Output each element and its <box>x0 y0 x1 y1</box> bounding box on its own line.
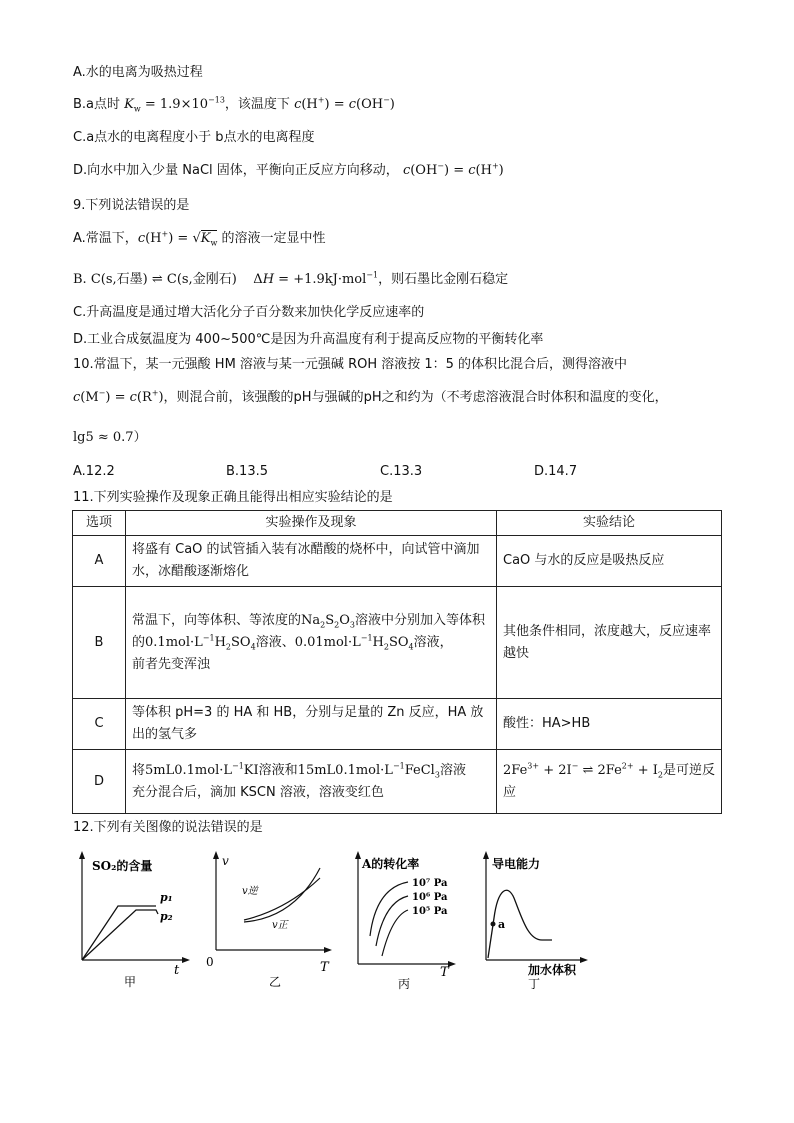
row-operation: 将盛有 CaO 的试管插入装有冰醋酸的烧杯中，向试管中滴加水，冰醋酸逐渐熔化 <box>126 536 497 587</box>
graph-jia <box>74 848 192 990</box>
q8-option-b-text: B.a点时 <box>73 97 121 112</box>
y-axis-label: 导电能力 <box>492 857 541 871</box>
table-header-row <box>73 511 722 536</box>
q10-option-a: A.12.2 <box>73 464 115 479</box>
x-axis-arrow <box>182 957 190 963</box>
row-operation-mid: 溶液中分别加入等体积的 <box>132 612 486 650</box>
header-option: 选项 <box>73 511 126 536</box>
graph-ding <box>478 848 592 990</box>
row-label: A <box>73 536 126 587</box>
label-v-reverse: v逆 <box>242 886 258 897</box>
y-axis-arrow <box>79 851 85 859</box>
curve-1e5 <box>382 910 408 956</box>
q8-option-d: D.向水中加入少量 NaCl 固体，平衡向正反应方向移动， c(OH−) = c(H+) <box>73 161 504 178</box>
y-axis-arrow <box>355 851 361 859</box>
q10-stem-line2-text: ，则混合前，该强酸的pH与强碱的pH之和约为（不考虑溶液混合时体积和温度的变化， <box>163 390 668 405</box>
q12-stem: 12.下列有关图像的说法错误的是 <box>73 820 263 835</box>
row-conclusion: 酸性：HA>HB <box>497 699 722 750</box>
point-a <box>491 922 496 927</box>
row-operation: 等体积 pH=3 的 HA 和 HB，分别与足量的 Zn 反应，HA 放出的氢气多 <box>126 699 497 750</box>
label-v-forward: v正 <box>272 920 288 931</box>
q10-stem-line3: lg5 ≈ 0.7） <box>73 430 147 445</box>
y-axis-label: v <box>222 854 229 868</box>
q9-stem: 9.下列说法错误的是 <box>73 198 190 213</box>
label-1e7: 10⁷ Pa <box>412 878 448 889</box>
label-1e5: 10⁵ Pa <box>412 906 448 917</box>
header-conclusion: 实验结论 <box>497 511 722 536</box>
row-label: B <box>73 587 126 699</box>
label-point-a: a <box>498 918 506 931</box>
x-axis-label: t <box>174 963 180 978</box>
label-p1: p₁ <box>160 891 173 904</box>
row-operation-post: 前者先变浑浊 <box>132 656 211 672</box>
q10-option-d: D.14.7 <box>534 464 578 479</box>
q10-option-c: C.13.3 <box>380 464 423 479</box>
q9-option-a-post: 的溶液一定显中性 <box>221 231 326 246</box>
q9-option-d: D.工业合成氨温度为 400~500℃是因为升高温度有利于提高反应物的平衡转化率 <box>73 332 544 347</box>
row-conclusion: 其他条件相同，浓度越大，反应速率越快 <box>497 587 722 699</box>
table-row <box>73 536 722 587</box>
curve-v-reverse <box>244 878 320 920</box>
table-row <box>73 750 722 814</box>
table-row <box>73 587 722 699</box>
y-axis-label: SO₂的含量 <box>92 859 153 873</box>
graph-caption: 丙 <box>398 977 411 990</box>
q8-option-b: B.a点时 $K_w = 1.9\times 10^{-13}$，该温度下 c(H+) = c(OH−) <box>73 95 395 114</box>
origin-label: 0 <box>206 955 214 969</box>
graph-yi <box>204 848 336 990</box>
q8-option-b-mid: ，该温度下 <box>224 97 290 112</box>
q11-table <box>72 510 722 814</box>
q8-option-c: C.a点水的电离程度小于 b点水的电离程度 <box>73 130 315 145</box>
graph-caption: 乙 <box>269 975 282 989</box>
row-conclusion: CaO 与水的反应是吸热反应 <box>497 536 722 587</box>
row-operation-pre: 将 <box>132 762 146 778</box>
row-conclusion-post: 是可逆反应 <box>503 762 715 800</box>
q9-option-a-pre: A.常温下， <box>73 231 138 246</box>
y-axis-arrow <box>483 851 489 859</box>
q10-option-b: B.13.5 <box>226 464 268 479</box>
x-axis-label: T <box>320 960 329 975</box>
curve-1e6 <box>376 896 408 946</box>
x-axis-label: T <box>440 965 449 980</box>
q10-stem-line1: 10.常温下，某一元强酸 HM 溶液与某一元强碱 ROH 溶液按 1：5 的体积比混合后，测得溶液中 <box>73 357 628 372</box>
x-axis-label: 加水体积 <box>528 963 577 977</box>
q9-option-b: B. C(s,石墨) ⇌ C(s,金刚石) ΔH = +1.9kJ·mol$^{-1}$，则石墨比金刚石稳定 <box>73 270 509 287</box>
graph-caption: 甲 <box>124 975 137 989</box>
graph-caption: 丁 <box>528 977 541 990</box>
q9-option-b-text: ，则石墨比金刚石稳定 <box>378 272 509 287</box>
q9-option-c: C.升高温度是通过增大活化分子百分数来加快化学反应速率的 <box>73 305 425 320</box>
row-operation-post: 充分混合后，滴加 KSCN 溶液，溶液变红色 <box>132 784 384 800</box>
q9-option-a: A.常温下，$c(H^+) = √K_w$ 的溶液一定显中性 <box>73 229 326 248</box>
x-axis-arrow <box>324 947 332 953</box>
q8-option-a: A.水的电离为吸热过程 <box>73 65 203 80</box>
table-row <box>73 699 722 750</box>
label-1e6: 10⁶ Pa <box>412 892 448 903</box>
x-axis-arrow <box>448 961 456 967</box>
row-operation-pre: 常温下，向等体积、等浓度的 <box>132 612 302 628</box>
row-operation: 常温下，向等体积、等浓度的$Na_2S_2O_3$溶液中分别加入等体积的$0.1mol\cdot L^{-1}H_2SO_4$溶液、$0.01mol\cdot L^{-1}H_2SO_4$溶液， 前者先变浑浊 <box>126 587 497 699</box>
q11-stem: 11.下列实验操作及现象正确且能得出相应实验结论的是 <box>73 490 393 505</box>
curve-p1 <box>82 906 156 960</box>
graph-bing <box>350 848 462 990</box>
row-label: C <box>73 699 126 750</box>
label-p2: p₂ <box>160 910 173 923</box>
y-axis-label: A的转化率 <box>362 857 420 871</box>
row-operation: 将$5mL0.1mol\cdot L^{-1}KI$溶液和$15mL0.1mol\cdot L^{-1}FeCl_3$溶液 充分混合后，滴加 KSCN 溶液，溶液变红色 <box>126 750 497 814</box>
q8-option-d-text: D.向水中加入少量 NaCl 固体，平衡向正反应方向移动， <box>73 163 399 178</box>
y-axis-arrow <box>213 851 219 859</box>
header-operation: 实验操作及现象 <box>126 511 497 536</box>
x-axis-arrow <box>580 957 588 963</box>
q10-stem-line2: c(M−) = c(R+)，则混合前，该强酸的pH与强碱的pH之和约为（不考虑溶液混合时体积和温度的变化， <box>73 388 668 405</box>
row-conclusion: $2Fe^{3+} + 2I^-$ ⇌ $2Fe^{2+} + I_2$是可逆反应 <box>497 750 722 814</box>
curve-p2 <box>82 910 158 960</box>
row-label: D <box>73 750 126 814</box>
